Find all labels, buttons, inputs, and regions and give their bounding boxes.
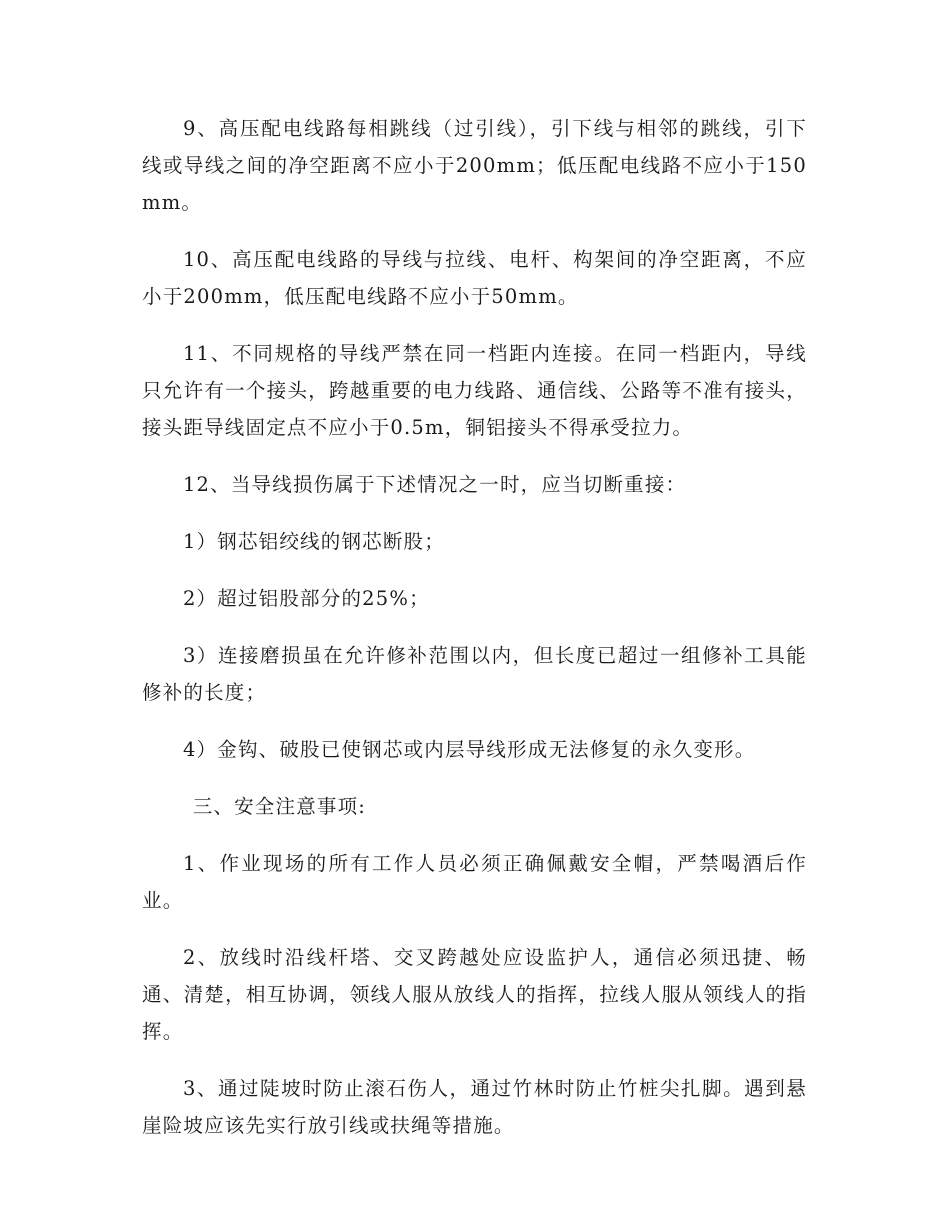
paragraph-item-9: 9、高压配电线路每相跳线（过引线），引下线与相邻的跳线，引下线或导线之间的净空距离不应小于200mm；低压配电线路不应小于150mm。 — [142, 117, 807, 214]
document-body — [142, 110, 807, 1164]
paragraph-sub-1: 1）钢芯铝绞线的钢芯断股； — [182, 530, 445, 553]
section-heading-safety: 三、安全注意事项: — [192, 795, 367, 818]
paragraph-item-11: 11、不同规格的导线严禁在同一档距内连接。在同一档距内，导线只允许有一个接头，跨越重要的电力线路、通信线、公路等不准有接头，接头距导线固定点不应小于0.5m，铜铝接头不得承受拉力。 — [142, 342, 807, 439]
paragraph-safety-2: 2、放线时沿线杆塔、交叉跨越处应设监护人，通信必须迅捷、畅通、清楚，相互协调，领线人服从放线人的指挥，拉线人服从领线人的指挥。 — [142, 946, 807, 1043]
paragraph-safety-1: 1、作业现场的所有工作人员必须正确佩戴安全帽，严禁喝酒后作业。 — [142, 852, 807, 912]
paragraph-item-12: 12、当导线损伤属于下述情况之一时，应当切断重接： — [182, 473, 687, 496]
paragraph-sub-3: 3）连接磨损虽在允许修补范围以内，但长度已超过一组修补工具能修补的长度； — [142, 644, 807, 704]
paragraph-sub-4: 4）金钩、破股已使钢芯或内层导线形成无法修复的永久变形。 — [182, 738, 756, 761]
paragraph-safety-3: 3、通过陡坡时防止滚石伤人，通过竹林时防止竹桩尖扎脚。遇到悬崖险坡应该先实行放引线或扶绳等措施。 — [142, 1077, 807, 1137]
paragraph-item-10: 10、高压配电线路的导线与拉线、电杆、构架间的净空距离，不应小于200mm，低压配电线路不应小于50mm。 — [142, 248, 807, 308]
paragraph-sub-2: 2）超过铝股部分的25%； — [182, 587, 430, 610]
